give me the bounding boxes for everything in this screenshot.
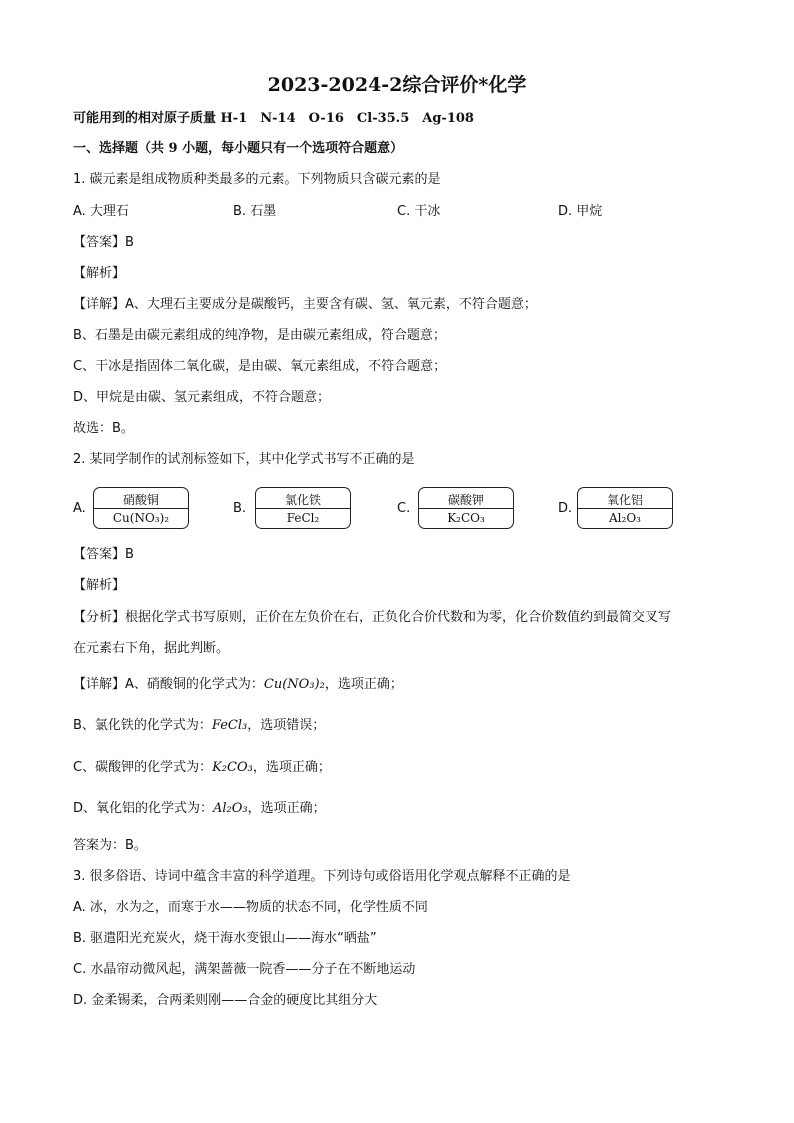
detail-text: B、氯化铁的化学式为： xyxy=(73,718,212,733)
reagent-formula: FeCl₂ xyxy=(286,511,320,525)
detail-text: D、氧化铝的化学式为： xyxy=(73,801,214,816)
reagent-formula: K₂CO₃ xyxy=(447,511,485,525)
q2-reagent-label-d xyxy=(577,487,673,529)
detail-formula: Al₂O₃ xyxy=(213,801,248,816)
q1-detail-line: B、石墨是由碳元素组成的纯净物，是由碳元素组成，符合题意； xyxy=(73,328,446,343)
label-divider xyxy=(94,508,188,509)
q3-option-b: B. 驱遣阳光充炭火，烧干海水变银山——海水“晒盐” xyxy=(73,931,377,946)
q2-fenxi-line: 【分析】根据化学式书写原则，正价在左负价在右，正负化合价代数和为零，化合价数值约到最简交叉写 xyxy=(73,610,672,625)
q1-analysis-label: 【解析】 xyxy=(73,266,126,281)
q2-option-a-letter: A. xyxy=(73,501,86,516)
q2-reagent-label-a xyxy=(93,487,189,529)
reagent-formula: Cu(NO₃)₂ xyxy=(112,511,170,525)
reagent-name: 碳酸钾 xyxy=(447,493,484,507)
detail-formula: Cu(NO₃)₂ xyxy=(263,677,325,692)
q2-option-b-letter: B. xyxy=(233,501,247,516)
q2-option-d-letter: D. xyxy=(558,501,573,516)
page-title: 2023-2024-2综合评价*化学 xyxy=(267,74,527,96)
detail-text: ，选项正确； xyxy=(252,760,331,775)
q1-answer: 【答案】B xyxy=(73,235,134,250)
q1-option-b: B. 石墨 xyxy=(233,204,277,219)
detail-text: 【详解】A、硝酸铜的化学式为： xyxy=(73,677,264,692)
q2-conclusion: 答案为：B。 xyxy=(73,838,147,853)
q1-detail-line: 【详解】A、大理石主要成分是碳酸钙，主要含有碳、氢、氧元素，不符合题意； xyxy=(73,297,537,312)
q2-fenxi-line: 在元素右下角，据此判断。 xyxy=(73,641,230,656)
section-heading: 一、选择题（共 9 小题，每小题只有一个选项符合题意） xyxy=(73,141,404,156)
q1-detail-line: C、干冰是指固体二氧化碳，是由碳、氧元素组成，不符合题意； xyxy=(73,359,447,374)
q2-detail-d xyxy=(73,800,326,818)
q3-option-c: C. 水晶帘动微风起，满架蔷薇一院香——分子在不断地运动 xyxy=(73,962,416,977)
reagent-name: 硝酸铜 xyxy=(122,493,159,507)
q2-analysis-label: 【解析】 xyxy=(73,578,126,593)
q1-stem: 1. 碳元素是组成物质种类最多的元素。下列物质只含碳元素的是 xyxy=(73,172,441,187)
q1-option-c: C. 干冰 xyxy=(397,204,441,219)
q2-reagent-label-c xyxy=(418,487,514,529)
detail-formula: K₂CO₃ xyxy=(212,760,253,775)
label-divider xyxy=(578,508,672,509)
q3-option-d: D. 金柔锡柔，合两柔则刚——合金的硬度比其组分大 xyxy=(73,993,378,1008)
label-divider xyxy=(419,508,513,509)
reagent-name: 氧化铝 xyxy=(606,493,643,507)
q2-reagent-label-b xyxy=(255,487,351,529)
q1-option-d: D. 甲烷 xyxy=(558,204,603,219)
atomic-mass-line: 可能用到的相对原子质量 H-1 N-14 O-16 Cl-35.5 Ag-108 xyxy=(73,111,474,126)
q2-detail-b xyxy=(73,717,325,735)
q3-option-a: A. 冰，水为之，而寒于水——物质的状态不同，化学性质不同 xyxy=(73,900,428,915)
reagent-name: 氯化铁 xyxy=(284,493,321,507)
detail-text: C、碳酸钾的化学式为： xyxy=(73,760,213,775)
q2-stem: 2. 某同学制作的试剂标签如下，其中化学式书写不正确的是 xyxy=(73,452,415,467)
detail-formula: FeCl₃ xyxy=(211,718,248,733)
label-divider xyxy=(256,508,350,509)
q1-detail-line: D、甲烷是由碳、氢元素组成，不符合题意； xyxy=(73,390,331,405)
detail-text: ，选项正确； xyxy=(324,677,403,692)
q2-answer: 【答案】B xyxy=(73,547,134,562)
q3-stem: 3. 很多俗语、诗词中蕴含丰富的科学道理。下列诗句或俗语用化学观点解释不正确的是 xyxy=(73,869,571,884)
detail-text: ，选项错误； xyxy=(247,718,326,733)
detail-text: ，选项正确； xyxy=(247,801,326,816)
q2-detail-a xyxy=(73,676,403,694)
q2-detail-c xyxy=(73,759,331,777)
q1-conclusion: 故选：B。 xyxy=(73,421,134,436)
q2-option-c-letter: C. xyxy=(397,501,411,516)
q1-option-a: A. 大理石 xyxy=(73,204,129,219)
reagent-formula: Al₂O₃ xyxy=(609,511,641,525)
